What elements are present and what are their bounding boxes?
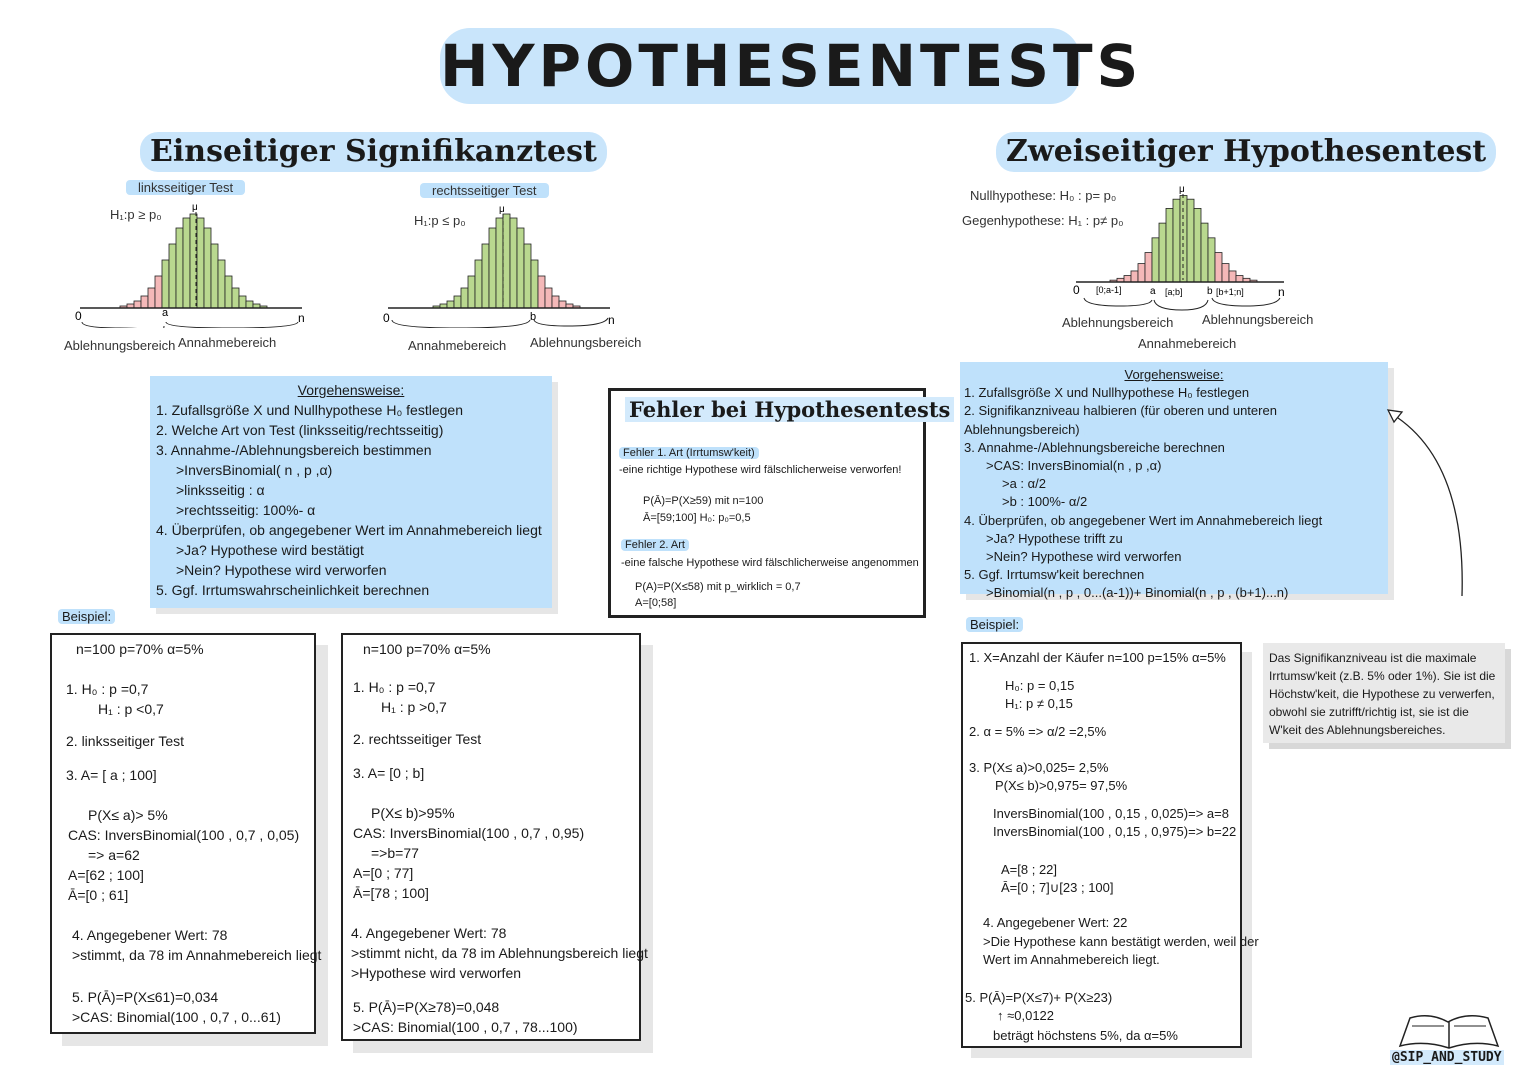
right-test-chart [378,198,628,328]
error-type2-formula: P(A)=P(X≤58) mit p_wirklich = 0,7 [635,581,801,593]
example-line: 3. A= [0 ; b] [353,765,425,781]
procedure-line: >Ja? Hypothese wird bestätigt [176,542,364,558]
example-line: P(X≤ b)>95% [371,805,455,821]
procedure-line: >InversBinomial( n , p ,α) [176,462,333,478]
example-line: 4. Angegebener Wert: 22 [983,915,1128,930]
left-brace-accept [166,322,298,328]
significance-note: Das Signifikanzniveau ist die maximale Irrtumsw'keit (z.B. 5% oder 1%). Sie ist die Höchstw'keit, die Hypothese zu verwerfen, obwohl sie zutrifft/richtig ist, sie ist die W'keit des Ablehnungsbereiches. [1263,643,1505,743]
histogram-bar [524,244,531,308]
histogram-bar [468,276,475,308]
histogram-bar [1124,276,1131,282]
histogram-bar [211,244,218,308]
histogram-bar [545,288,552,308]
error-type1-text: -eine richtige Hypothese wird fälschlicherweise verworfen! [619,464,902,476]
errors-box [608,388,951,618]
example-line: >Die Hypothese kann bestätigt werden, weil der [983,934,1259,949]
histogram-bar [197,218,204,308]
left-axis-n: n [298,311,305,325]
histogram-bar [183,218,190,308]
two-brace-reject-right [1212,298,1280,306]
histogram-bar [1236,276,1243,282]
two-region-reject-left: Ablehnungsbereich [1062,315,1174,330]
two-sided-heading: Zweiseitiger Hypothesentest [996,132,1496,172]
right-axis-zero: 0 [383,311,390,325]
histogram-bar [461,288,468,308]
example-line: 2. rechtsseitiger Test [353,731,482,747]
left-bars [120,214,267,308]
two-axis-n: n [1278,285,1285,299]
one-sided-example-label: Beispiel: [58,609,115,624]
arrow-head-icon [1388,410,1402,422]
example-line: P(X≤ a)> 5% [88,807,168,823]
histogram-bar [134,301,141,308]
histogram-bar [1166,208,1173,282]
two-sided-example-box [961,642,1259,1048]
one-sided-heading: Einseitiger Signifikanztest [140,132,607,172]
histogram-bar [155,276,162,308]
error-type1-formula: Ā=[59;100] H₀: p₀=0,5 [643,512,751,524]
example-line: P(X≤ b)>0,975= 97,5% [995,778,1128,793]
histogram-bar [1145,253,1152,282]
example-line: InversBinomial(100 , 0,15 , 0,975)=> b=22 [993,824,1237,839]
histogram-bar [1152,238,1159,282]
example-line: InversBinomial(100 , 0,15 , 0,025)=> a=8 [993,806,1229,821]
example-line: 2. α = 5% => α/2 =2,5% [969,724,1107,739]
example-line: >CAS: Binomial(100 , 0,7 , 0...61) [72,1009,281,1025]
example-line: 4. Angegebener Wert: 78 [351,925,507,941]
two-region-accept: Annahmebereich [1138,336,1237,351]
procedure-line: >Binomial(n , p , 0...(a-1))+ Binomial(n , p , (b+1)...n) [986,585,1289,601]
two-int-left: [0;a-1] [1096,285,1122,295]
procedure-line: >a : α/2 [1002,476,1047,492]
right-brace-reject [534,318,608,326]
procedure-line: >linksseitig : α [176,482,265,498]
two-sided-chart [1070,182,1300,312]
procedure-line: 1. Zufallsgröße X und Nullhypothese H₀ festlegen [964,385,1250,401]
histogram-bar [225,276,232,308]
example-line: A=[0 ; 77] [353,865,414,881]
example-line: 1. H₀ : p =0,7 [66,681,149,697]
procedure-line: 5. Ggf. Irrtumswahrscheinlichkeit berechnen [156,582,430,598]
histogram-bar [218,260,225,308]
two-region-reject-right: Ablehnungsbereich [1202,312,1314,327]
example-line: H₁: p ≠ 0,15 [1005,696,1073,711]
example-line: 5. P(Ā)=P(X≤7)+ P(X≥23) [965,990,1113,1005]
example-line: H₁ : p >0,7 [381,699,447,715]
example-line: >CAS: Binomial(100 , 0,7 , 78...100) [353,1019,578,1035]
right-axis-n: n [608,313,615,327]
left-region-accept: Annahmebereich [178,335,277,350]
histogram-bar [517,228,524,308]
left-brace-reject [82,322,164,328]
example-line: H₁ : p <0,7 [98,701,164,717]
histogram-bar [169,244,176,308]
example-line: Ā=[0 ; 7]∪[23 ; 100] [1001,880,1114,895]
histogram-bar [162,260,169,308]
two-sided-example-label: Beispiel: [966,617,1023,632]
histogram-bar [447,301,454,308]
histogram-bar [454,296,461,308]
example-line: n=100 p=70% α=5% [76,641,204,657]
procedure-line: 3. Annahme-/Ablehnungsbereich bestimmen [156,442,432,458]
right-region-reject: Ablehnungsbereich [530,335,642,350]
example-line: 3. P(X≤ a)>0,025= 2,5% [969,760,1109,775]
two-sided-procedure [960,362,1388,601]
histogram-bar [141,296,148,308]
example-line: >stimmt nicht, da 78 im Ablehnungsbereich liegt [351,945,648,961]
example-line: 3. A= [ a ; 100] [66,767,157,783]
two-axis-zero: 0 [1073,283,1080,297]
two-mu: μ [1179,184,1185,195]
example-left-box [50,633,322,1034]
left-axis-zero: 0 [75,309,82,323]
procedure-line: 2. Welche Art von Test (linksseitig/rechtsseitig) [156,422,444,438]
procedure-line: >Nein? Hypothese wird verworfen [986,549,1182,565]
alt-hypothesis: Gegenhypothese: H₁ : p≠ p₀ [962,213,1124,228]
example-line: =>b=77 [371,845,419,861]
histogram-bar [1222,264,1229,282]
left-test-hypothesis: H₁:p ≥ p₀ [110,207,162,222]
arrow-note-to-procedure [1380,400,1480,600]
right-test-label: rechtsseitiger Test [420,183,549,198]
example-line: >stimmt, da 78 im Annahmebereich liegt [72,947,322,963]
procedure-line: 5. Ggf. Irrtumsw'keit berechnen [964,567,1145,583]
histogram-bar [204,228,211,308]
example-line: A=[62 ; 100] [68,867,144,883]
procedure-line: >b : 100%- α/2 [1002,494,1088,510]
procedure-line: 4. Überprüfen, ob angegebener Wert im Annahmebereich liegt [156,522,542,538]
error-type2-formula: A=[0;58] [635,597,677,609]
two-int-right: [b+1;n] [1216,287,1244,297]
example-line: 1. H₀ : p =0,7 [353,679,436,695]
right-region-accept: Annahmebereich [408,338,507,353]
book-icon [1396,1012,1502,1052]
histogram-bar [1208,238,1215,282]
histogram-bar [176,228,183,308]
histogram-bar [489,228,496,308]
procedure-line: 4. Überprüfen, ob angegebener Wert im Annahmebereich liegt [964,512,1323,528]
left-test-label: linksseitiger Test [126,180,245,195]
error-type1-formula: P(Ā)=P(X≥59) mit n=100 [643,495,764,507]
example-line: 4. Angegebener Wert: 78 [72,927,228,943]
two-int-mid: [a;b] [1165,287,1183,297]
histogram-bar [503,214,510,308]
histogram-bar [531,260,538,308]
procedure-line: 1. Zufallsgröße X und Nullhypothese H₀ festlegen [156,402,463,418]
null-hypothesis: Nullhypothese: H₀ : p= p₀ [970,188,1117,203]
error-type2-text: -eine falsche Hypothese wird fälschlicherweise angenommen [621,557,919,569]
histogram-bar [239,296,246,308]
example-line: H₀: p = 0,15 [1005,678,1075,693]
errors-title: Fehler bei Hypothesentests [625,397,954,422]
example-line: Ā=[0 ; 61] [68,887,129,903]
histogram-bar [246,301,253,308]
histogram-bar [232,288,239,308]
right-brace-accept [392,320,530,328]
histogram-bar [482,244,489,308]
histogram-bar [496,218,503,308]
brand-handle: @SIP_AND_STUDY [1392,1050,1502,1065]
example-line: 1. X=Anzahl der Käufer n=100 p=15% α=5% [969,650,1226,665]
histogram-bar [475,260,482,308]
left-axis-mark: a [162,307,169,319]
right-test-hypothesis: H₁:p ≤ p₀ [414,213,466,228]
example-line: => a=62 [88,847,140,863]
histogram-bar [1194,208,1201,282]
two-brace-reject-left [1084,298,1152,306]
procedure-line: >Nein? Hypothese wird verworfen [176,562,387,578]
procedure-line: >rechtsseitig: 100%- α [176,502,316,518]
example-line: CAS: InversBinomial(100 , 0,7 , 0,95) [353,825,585,841]
histogram-bar [552,296,559,308]
page-title: HYPOTHESENTESTS [440,28,1080,104]
right-mu: μ [499,204,505,215]
two-mark-a: a [1150,286,1156,297]
histogram-bar [1215,253,1222,282]
example-line: ↑ ≈0,0122 [997,1008,1055,1023]
one-sided-procedure [150,376,552,608]
histogram-bar [1201,223,1208,282]
right-axis-mark: b [530,311,537,323]
histogram-bar [1131,271,1138,282]
histogram-bar [559,301,566,308]
right-bars [433,214,580,308]
procedure-line: >Ja? Hypothese trifft zu [986,530,1123,546]
procedure-line: 2. Signifikanzniveau halbieren (für oberen und unteren Ablehnungsbereich) [964,403,1277,437]
procedure-line: >CAS: InversBinomial(n , p ,α) [986,458,1162,474]
example-line: Ā=[78 ; 100] [353,885,429,901]
example-line: 5. P(Ā)=P(X≥78)=0,048 [353,999,500,1015]
histogram-bar [1138,264,1145,282]
example-line: Wert im Annahmebereich liegt. [983,952,1160,967]
example-line: CAS: InversBinomial(100 , 0,7 , 0,05) [68,827,300,843]
error-type1-label: Fehler 1. Art (Irrtumsw'keit) [619,447,759,459]
histogram-bar [1187,199,1194,282]
left-mu: μ [192,202,198,213]
histogram-bar [538,276,545,308]
histogram-bar [510,218,517,308]
histogram-bar [1159,223,1166,282]
procedure-title: Vorgehensweise: [297,382,405,398]
left-test-chart [70,198,320,328]
example-line: n=100 p=70% α=5% [363,641,491,657]
example-line: 5. P(Ā)=P(X≤61)=0,034 [72,989,219,1005]
two-mark-b: b [1207,286,1213,297]
histogram-bar [1229,271,1236,282]
histogram-bar [1173,199,1180,282]
procedure-title: Vorgehensweise: [1124,367,1224,382]
example-line: >Hypothese wird verworfen [351,965,522,981]
procedure-line: 3. Annahme-/Ablehnungsbereiche berechnen [964,439,1225,455]
example-line: A=[8 ; 22] [1001,862,1058,877]
left-region-reject: Ablehnungsbereich [64,338,176,353]
histogram-bar [148,288,155,308]
example-line: 2. linksseitiger Test [66,733,185,749]
two-brace-accept [1154,300,1208,310]
example-right-box [341,633,648,1041]
error-type2-label: Fehler 2. Art [621,539,689,551]
example-line: beträgt höchstens 5%, da α=5% [993,1028,1178,1043]
